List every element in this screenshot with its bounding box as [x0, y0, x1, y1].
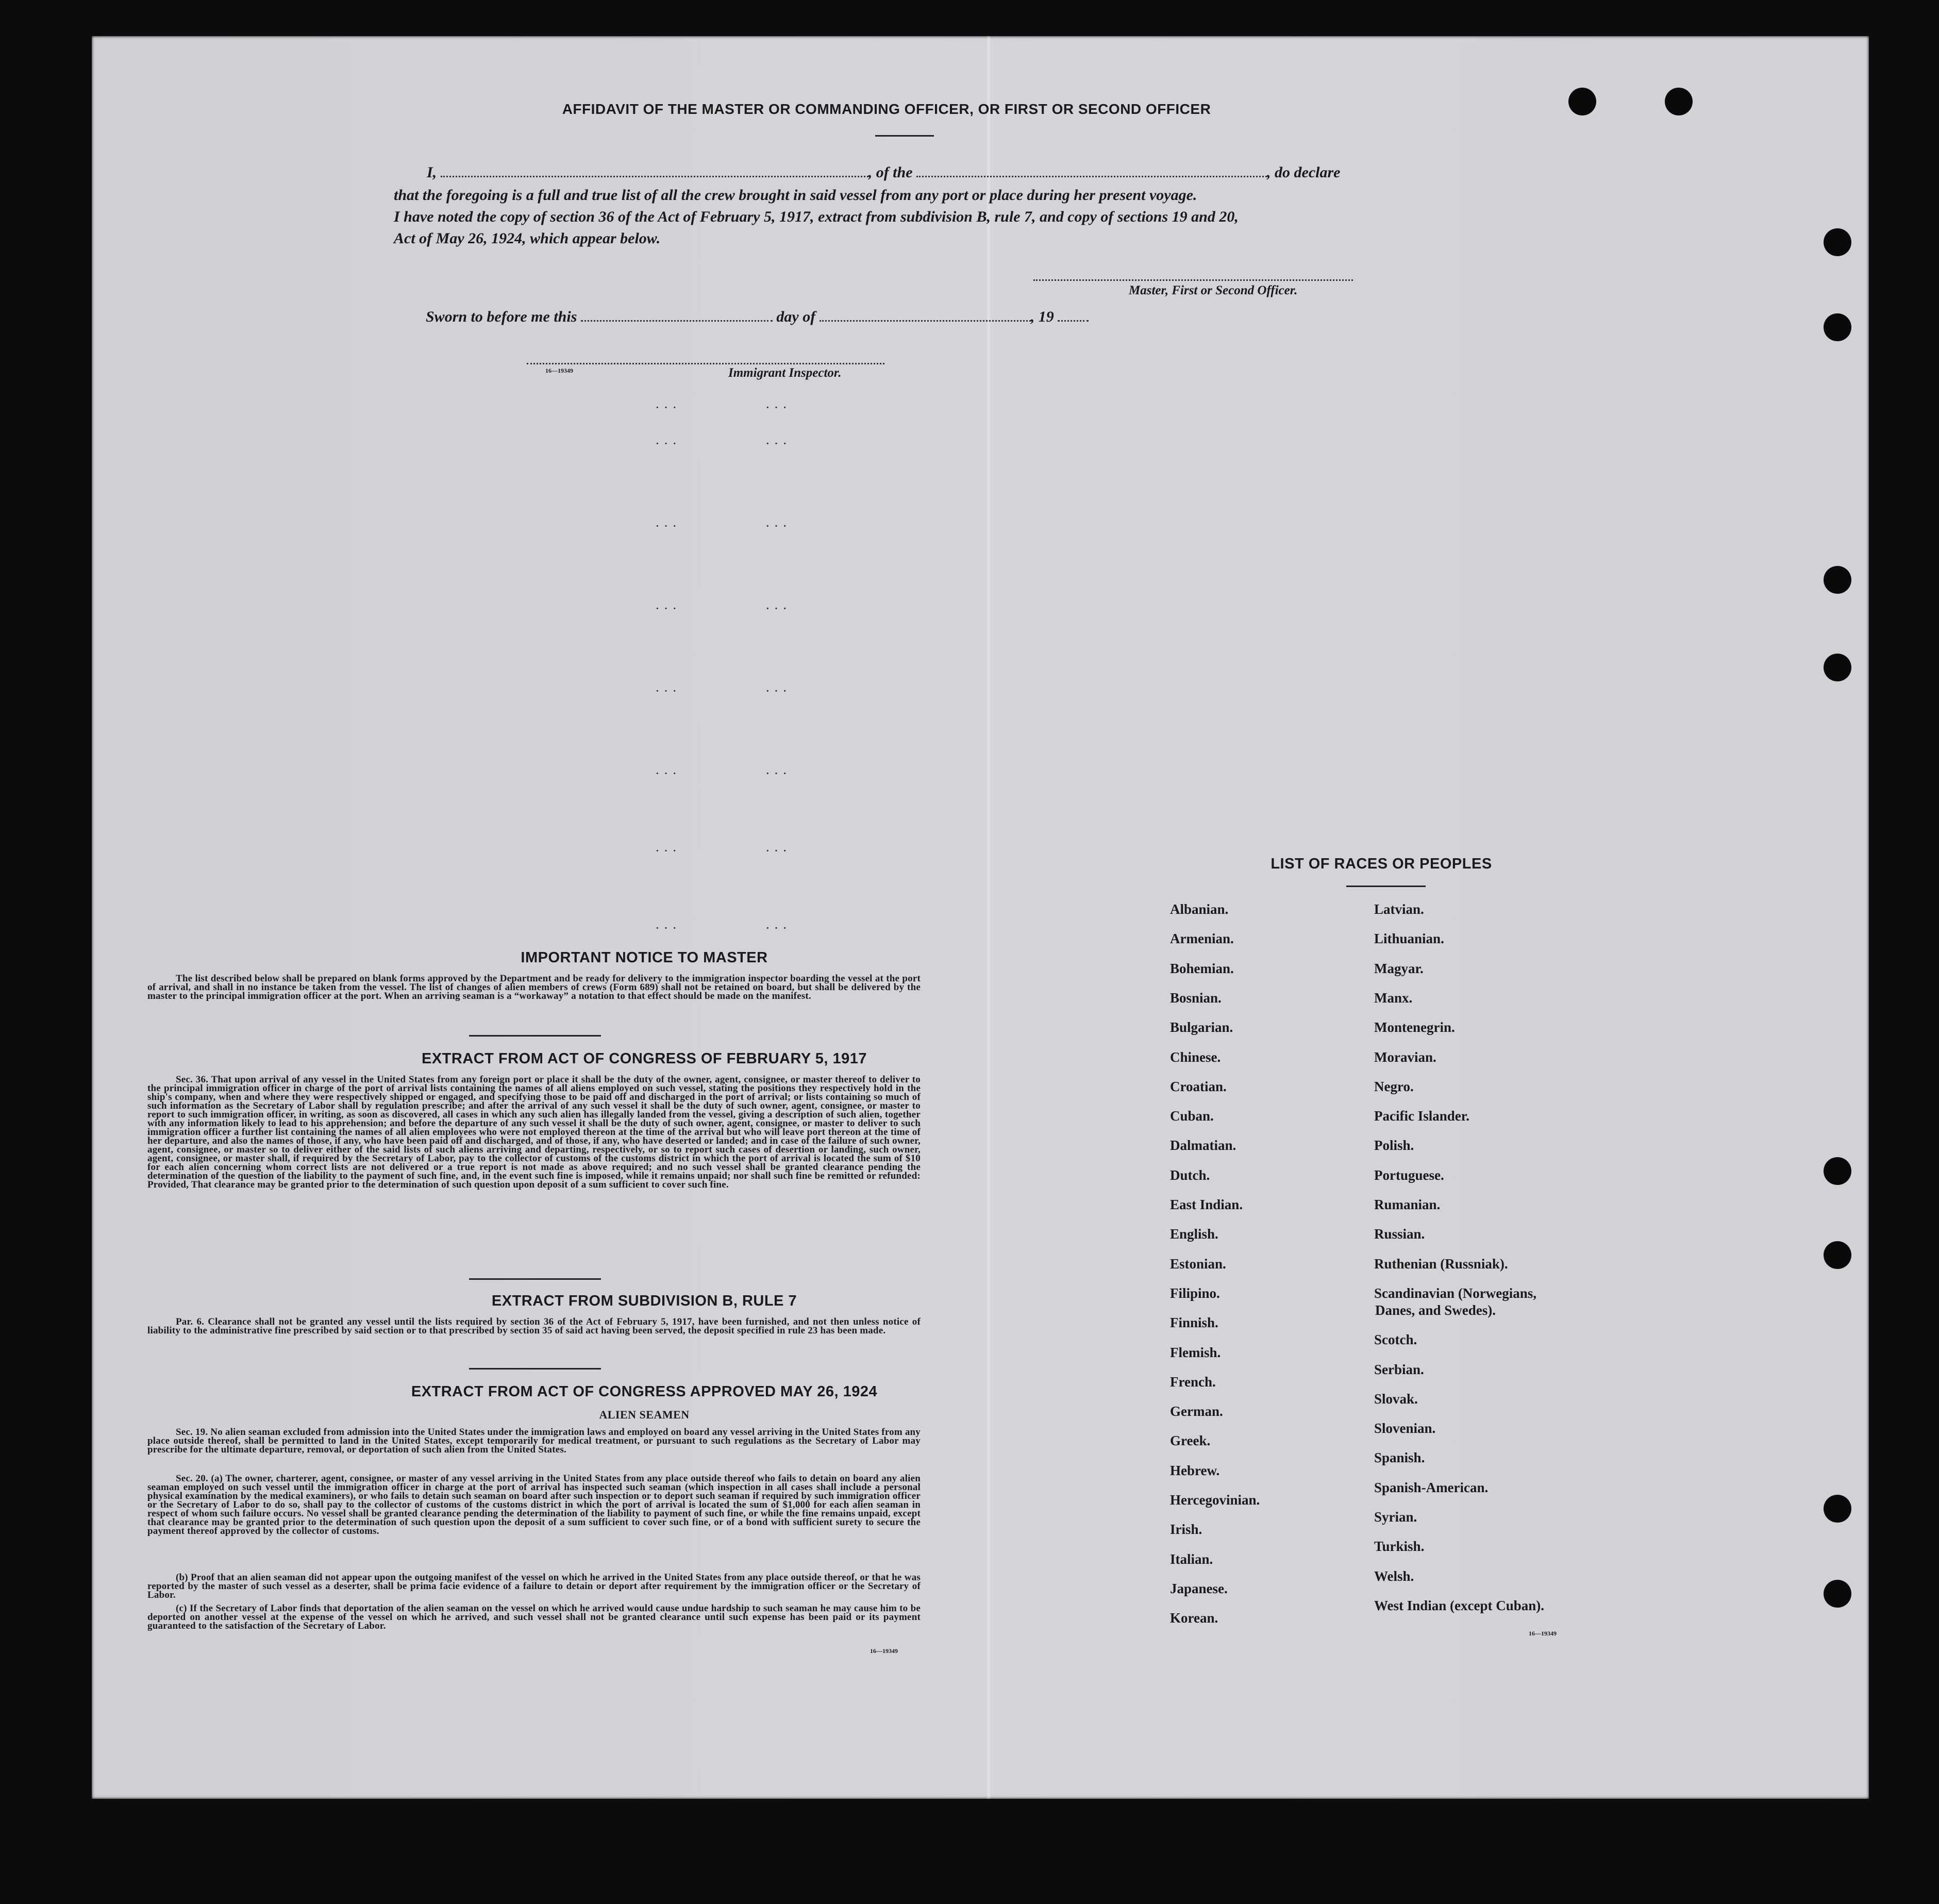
punch-hole	[1665, 88, 1693, 115]
punch-hole	[1824, 566, 1851, 594]
sworn-month-field[interactable]	[820, 320, 1031, 322]
column-marks: ···	[656, 402, 682, 413]
divider	[469, 1035, 601, 1037]
races-title: LIST OF RACES OR PEOPLES	[1271, 856, 1492, 872]
rule7-text: Par. 6. Clearance shall not be granted any vessel until the lists required by section 36 of the Act of February 5, 1917, have been furnished, and not then unless notice of liability to the administrative fine prescribed by said section or to that prescribed by section 35 of said act having been served, the deposit specified in rule 23 has been made.	[147, 1316, 921, 1336]
punch-hole	[1824, 228, 1851, 256]
race-item: Danes, and Swedes).	[1375, 1302, 1496, 1318]
column-marks: ···	[766, 923, 792, 934]
column-marks: ···	[656, 603, 682, 614]
declaration-of-the: , of the	[868, 164, 913, 181]
race-item: Cuban.	[1170, 1108, 1214, 1124]
column-marks: ···	[656, 845, 682, 857]
race-item: Hebrew.	[1170, 1462, 1220, 1478]
race-item: Syrian.	[1374, 1509, 1417, 1525]
sworn-year-prefix: , 19	[1030, 308, 1054, 325]
race-item: Montenegrin.	[1374, 1020, 1455, 1035]
declaration-line-1	[427, 164, 1375, 181]
race-item: Scandinavian (Norwegians,	[1374, 1285, 1537, 1301]
sworn-day-of: day of	[776, 308, 816, 325]
column-marks: ···	[766, 603, 792, 614]
inspector-label: Immigrant Inspector.	[728, 366, 842, 380]
race-item: Slovak.	[1374, 1391, 1418, 1407]
vessel-blank-field[interactable]	[916, 176, 1267, 177]
column-marks: ···	[656, 768, 682, 779]
race-item: Spanish-American.	[1374, 1479, 1489, 1495]
extract-1924-sec20b: (b) Proof that an alien seaman did not appear upon the outgoing manifest of the vessel on which he arrived in the United States from any place outside thereof, or that he was reported by the master of such vessel as a deserter, shall be prima facie evidence of a failure to detain or deport after requirement by the immigration officer or the Secretary of Labor.	[147, 1572, 921, 1600]
race-item: Russian.	[1374, 1226, 1425, 1242]
race-item: Finnish.	[1170, 1315, 1218, 1331]
extract-1924-sec19: Sec. 19. No alien seaman excluded from admission into the United States under the immigration laws and employed on board any vessel arriving in the United States from any place outside thereof, shall be permitted to land in the United States, except temporarily for medical treatment, or pursuant to such regulations as the Secretary of Labor may prescribe for the ultimate departure, removal, or deportation of such alien from the United States.	[147, 1427, 921, 1455]
extract-1917-text: Sec. 36. That upon arrival of any vessel in the United States from any foreign port or place it shall be the duty of the owner, agent, consignee, or master thereof to deliver to the principal immigration officer in charge of the port of arrival lists containing the names of all aliens employed on such vessel, stating the positions they respectively hold in the ship's company, when and where they were respectively shipped or engaged, and specifying those to be paid off and discharged in the port of arrival; or lists containing so much of such information as the Secretary of Labor shall by regulation prescribe; and after the arrival of any such vessel it shall be the duty of such owner, agent, consignee, or master to report to such immigration officer, in writing, as soon as discovered, all cases in which any such alien has illegally landed from the vessel, giving a description of such alien, together with any information likely to lead to his apprehension; and before the departure of any such vessel it shall be the duty of such owner, agent, consignee, or master to deliver to such immigration officer a further list containing the names of all alien employees who were not employed thereon at the time of the arrival but who will leave port thereon at the time of her departure, and also the names of those, if any, who have been paid off and discharged, and of those, if any, who have deserted or landed; and in case of the failure of such owner, agent, consignee, or master so to deliver either of the said lists of such aliens arriving and departing, respectively, or so to report such cases of desertion or landing, such owner, agent, consignee, or master shall, if required by the Secretary of Labor, pay to the collector of customs of the customs district in which the port of arrival is located the sum of $10 for each alien concerning whom correct lists are not delivered or a true report is not made as above required; and no such vessel shall be granted clearance pending the determination of the question of the liability to the payment of such fine, and, in the event such fine is imposed, while it remains unpaid; nor shall such fine be remitted or refunded: Provided, That clearance may be granted prior to the determination of such question upon deposit of a sum sufficient to cover such fine.	[147, 1074, 921, 1190]
rule7-title: EXTRACT FROM SUBDIVISION B, RULE 7	[491, 1293, 797, 1309]
divider	[469, 1278, 601, 1280]
race-item: East Indian.	[1170, 1197, 1243, 1212]
race-item: Flemish.	[1170, 1344, 1221, 1360]
race-item: German.	[1170, 1404, 1223, 1419]
race-item: Serbian.	[1374, 1361, 1424, 1377]
column-marks: ···	[766, 845, 792, 857]
extract-1924-title: EXTRACT FROM ACT OF CONGRESS APPROVED MAY 26, 1924	[411, 1383, 878, 1400]
divider	[469, 1368, 601, 1369]
race-item: Japanese.	[1170, 1580, 1228, 1596]
declaration-line-4: Act of May 26, 1924, which appear below.	[394, 230, 661, 247]
race-item: Estonian.	[1170, 1256, 1226, 1272]
race-item: French.	[1170, 1374, 1216, 1390]
race-item: Armenian.	[1170, 931, 1234, 947]
extract-1924-subtitle: ALIEN SEAMEN	[599, 1408, 690, 1421]
declaration-line-3: I have noted the copy of section 36 of the Act of February 5, 1917, extract from subdivision B, rule 7, and copy of sections 19 and 20,	[394, 208, 1239, 225]
race-item: Scotch.	[1374, 1332, 1417, 1348]
column-marks: ···	[766, 686, 792, 697]
master-label: Master, First or Second Officer.	[1129, 283, 1298, 297]
race-item: Korean.	[1170, 1610, 1218, 1626]
column-marks: ···	[656, 438, 682, 449]
race-item: Manx.	[1374, 990, 1413, 1006]
race-item: English.	[1170, 1226, 1218, 1242]
race-item: Ruthenian (Russniak).	[1374, 1256, 1508, 1272]
punch-hole	[1824, 1495, 1851, 1523]
column-marks: ···	[656, 686, 682, 697]
race-item: Croatian.	[1170, 1078, 1227, 1094]
punch-hole	[1824, 313, 1851, 341]
race-item: Chinese.	[1170, 1049, 1221, 1065]
name-blank-field[interactable]	[441, 176, 868, 177]
race-item: Irish.	[1170, 1522, 1202, 1538]
column-marks: ···	[656, 923, 682, 934]
punch-hole	[1568, 88, 1596, 115]
column-marks: ···	[766, 438, 792, 449]
race-item: Latvian.	[1374, 901, 1424, 917]
race-item: Negro.	[1374, 1078, 1414, 1094]
race-item: Filipino.	[1170, 1285, 1220, 1301]
extract-1917-title: EXTRACT FROM ACT OF CONGRESS OF FEBRUARY 5, 1917	[421, 1050, 867, 1067]
extract-1924-sec20a: Sec. 20. (a) The owner, charterer, agent, consignee, or master of any vessel arriving in the United States from any place outside thereof who fails to detain on board any alien seaman employed on such vessel until the immigration officer in charge at the port of arrival has inspected such seaman (which inspection in all cases shall include a personal physical examination by the medical examiners), or who fails to detain such seaman on board after such inspection or to deport such seaman if required by such immigration officer or the Secretary of Labor to do so, shall pay to the collector of customs of the customs district in which the port of arrival is located the sum of $1,000 for each alien seaman in respect of whom such failure occurs. No vessel shall be granted clearance pending the determination of the liability to payment of such fine, or while the fine remains unpaid, except that clearance may be granted prior to the determination of such question upon the deposit of a sum sufficient to cover such fine, or of a bond with sufficient surety to secure the payment thereof approved by the collector of customs.	[147, 1473, 921, 1536]
punch-hole	[1824, 1580, 1851, 1608]
extract-1924-sec20c: (c) If the Secretary of Labor finds that deportation of the alien seaman on the vessel on which he arrived would cause undue hardship to such seaman he may cause him to be deported on another vessel at the expense of the vessel on which he arrived, and such vessel shall not be granted clearance until such expense has been paid or its payment guaranteed to the satisfaction of the Secretary of Labor.	[147, 1603, 921, 1631]
race-item: Bosnian.	[1170, 990, 1222, 1006]
sworn-line	[426, 308, 1089, 326]
form-number: 16—19349	[870, 1647, 898, 1655]
race-item: Dutch.	[1170, 1167, 1210, 1183]
race-item: Turkish.	[1374, 1539, 1425, 1555]
race-item: Dalmatian.	[1170, 1138, 1236, 1154]
column-marks: ···	[766, 402, 792, 413]
race-item: Italian.	[1170, 1551, 1213, 1567]
sworn-day-field[interactable]	[581, 320, 773, 322]
form-number: 16—19349	[545, 367, 573, 374]
race-item: Bohemian.	[1170, 960, 1234, 976]
inspector-signature-field[interactable]	[527, 354, 884, 364]
column-marks: ···	[656, 521, 682, 532]
declaration-do-declare: , do declare	[1267, 164, 1341, 181]
declaration-line-2: that the foregoing is a full and true list of all the crew brought in said vessel from any port or place during her present voyage.	[394, 187, 1197, 204]
race-item: West Indian (except Cuban).	[1374, 1597, 1545, 1613]
notice-text: The list described below shall be prepared on blank forms approved by the Department and be ready for delivery to the immigration inspector boarding the vessel at the port of arrival, and shall in no instance be taken from the vessel. The list of changes of alien members of crews (Form 689) shall not be retained on board, but shall be delivered by the master to the principal immigration officer at the port. When an arriving seaman is a “workaway” a notation to that effect should be made on the manifest.	[147, 973, 921, 1001]
punch-hole	[1824, 654, 1851, 681]
race-item: Greek.	[1170, 1433, 1211, 1449]
race-item: Pacific Islander.	[1374, 1108, 1469, 1124]
race-item: Hercegovinian.	[1170, 1492, 1260, 1508]
declaration-i: I,	[427, 164, 437, 181]
master-signature-field[interactable]	[1033, 268, 1353, 281]
race-item: Rumanian.	[1374, 1197, 1441, 1212]
race-item: Portuguese.	[1374, 1167, 1444, 1183]
punch-hole	[1824, 1157, 1851, 1185]
divider	[875, 135, 934, 137]
race-item: Slovenian.	[1374, 1421, 1436, 1437]
divider	[1346, 886, 1426, 887]
race-item: Magyar.	[1374, 960, 1424, 976]
page-fold	[987, 36, 990, 1799]
notice-title: IMPORTANT NOTICE TO MASTER	[521, 949, 768, 966]
race-item: Welsh.	[1374, 1568, 1414, 1584]
sworn-year-field[interactable]	[1058, 320, 1089, 322]
race-item: Polish.	[1374, 1138, 1414, 1154]
race-item: Spanish.	[1374, 1450, 1425, 1466]
race-item: Albanian.	[1170, 901, 1229, 917]
affidavit-title: AFFIDAVIT OF THE MASTER OR COMMANDING OFFICER, OR FIRST OR SECOND OFFICER	[562, 101, 1211, 117]
punch-hole	[1824, 1241, 1851, 1269]
column-marks: ···	[766, 768, 792, 779]
sworn-prefix: Sworn to before me this	[426, 308, 577, 325]
column-marks: ···	[766, 521, 792, 532]
form-number: 16—19349	[1529, 1630, 1557, 1637]
race-item: Bulgarian.	[1170, 1020, 1233, 1035]
race-item: Moravian.	[1374, 1049, 1436, 1065]
race-item: Lithuanian.	[1374, 931, 1444, 947]
